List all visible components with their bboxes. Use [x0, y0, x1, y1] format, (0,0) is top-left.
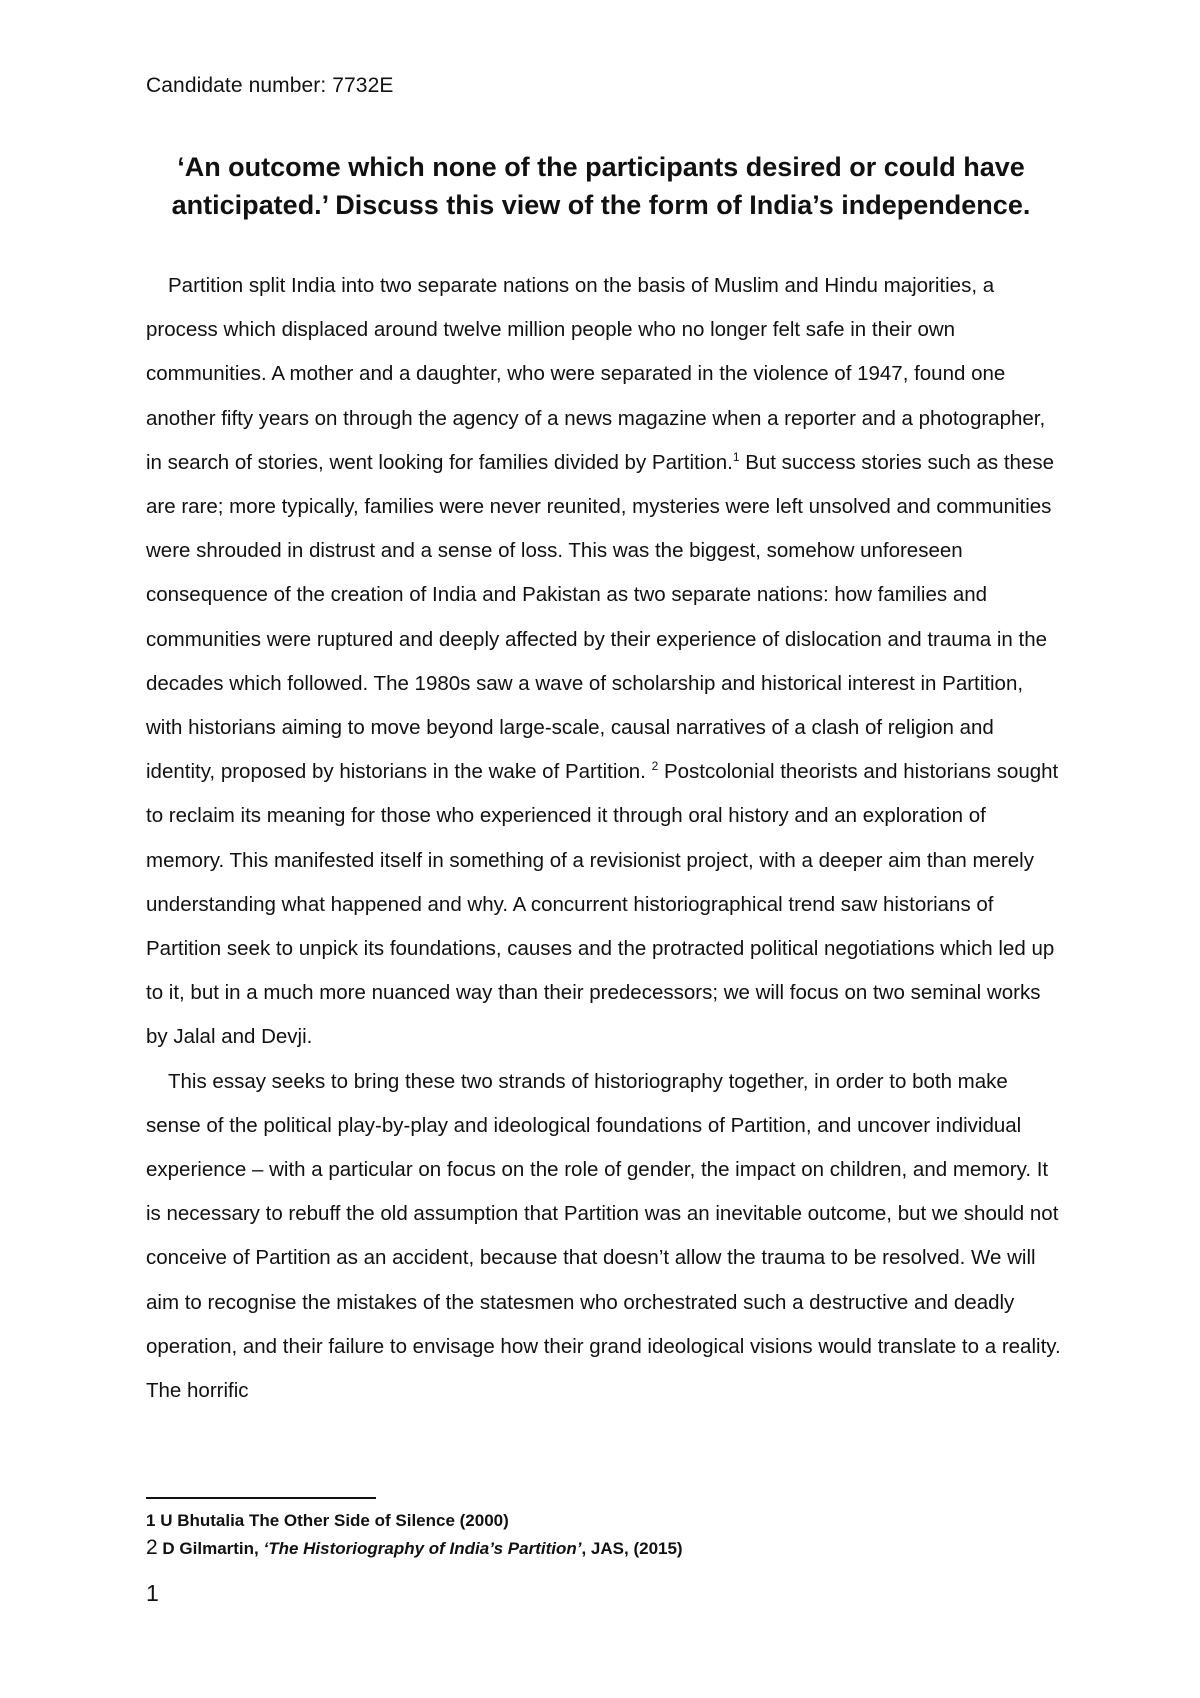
footnote-ref-1: 1: [732, 449, 740, 464]
paragraph-1-text-b: But success stories such as these are rare; more typically, families were never reunited, mysteries were left unsolved and communities were shrouded in distrust and a sense of loss. This was the biggest, somehow unforeseen consequence of the creation of India and Pakistan as two separate nations: how families and communities were ruptured and deeply affected by their experience of dislocation and trauma in the decades which followed. The 1980s saw a wave of scholarship and historical interest in Partition, with historians aiming to move beyond large-scale, causal narratives of a clash of religion and identity, proposed by historians in the wake of Partition.: [146, 450, 1054, 784]
essay-title-line-1: ‘An outcome which none of the participants desired or could have: [177, 152, 1025, 182]
footnote-2-title: ‘The Historiography of India’s Partition’: [263, 1539, 582, 1558]
footnote-1: [146, 1507, 683, 1534]
footnote-1-number: 1: [146, 1511, 156, 1530]
essay-title: [140, 148, 1062, 224]
footnote-1-text: U Bhutalia The Other Side of Silence (2000): [155, 1511, 509, 1530]
footnote-2-suffix: , JAS, (2015): [581, 1539, 683, 1558]
candidate-number: Candidate number: 7732E: [146, 74, 394, 97]
footnote-2-number: 2: [146, 1536, 158, 1559]
footnote-2-prefix: D Gilmartin,: [157, 1539, 264, 1558]
footnotes: [146, 1507, 683, 1562]
footnote-2: [146, 1534, 683, 1562]
paragraph-1: [146, 264, 1064, 1060]
paragraph-1-text-a: Partition split India into two separate nations on the basis of Muslim and Hindu majorities, a process which displaced around twelve million people who no longer felt safe in their own communities. A mother and a daughter, who were separated in the violence of 1947, found one another fifty years on through the agency of a news magazine when a reporter and a photographer, in search of stories, went looking for families divided by Partition.: [146, 274, 1046, 474]
footnote-separator: [146, 1497, 376, 1499]
essay-body: [146, 264, 1064, 1413]
paragraph-1-text-c: Postcolonial theorists and historians sought to reclaim its meaning for those who experienced it through oral history and an exploration of memory. This manifested itself in something of a revisionist project, with a deeper aim than merely understanding what happened and why. A concurrent historiographical trend saw historians of Partition seek to unpick its foundations, causes and the protracted political negotiations which led up to it, but in a much more nuanced way than their predecessors; we will focus on two seminal works by Jalal and Devji.: [146, 760, 1059, 1049]
essay-title-line-2: anticipated.’ Discuss this view of the form of India’s independence.: [171, 190, 1031, 220]
footnote-ref-2: 2: [651, 759, 659, 774]
page-number: 1: [146, 1580, 159, 1606]
paragraph-2: This essay seeks to bring these two strands of historiography together, in order to both make sense of the political play-by-play and ideological foundations of Partition, and uncover individual experience – with a particular on focus on the role of gender, the impact on children, and memory. It is necessary to rebuff the old assumption that Partition was an inevitable outcome, but we should not conceive of Partition as an accident, because that doesn’t allow the trauma to be resolved. We will aim to recognise the mistakes of the statesmen who orchestrated such a destructive and deadly operation, and their failure to envisage how their grand ideological visions would translate to a reality. The horrific: [146, 1069, 1061, 1403]
